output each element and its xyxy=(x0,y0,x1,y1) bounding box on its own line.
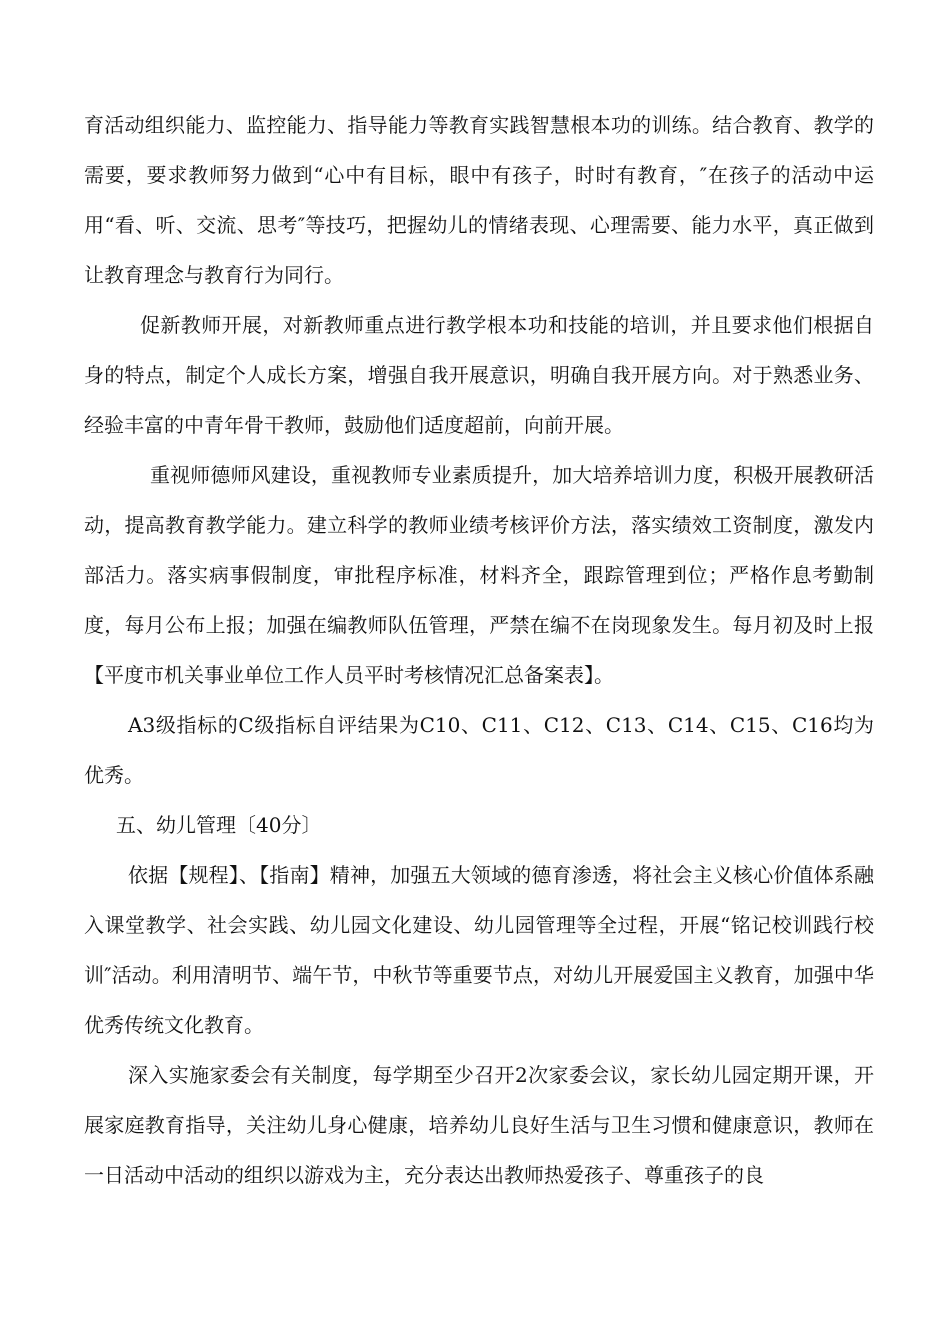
document-page xyxy=(84,100,874,1200)
paragraph-a3-evaluation: A3级指标的C级指标自评结果为C10、C11、C12、C13、C14、C15、C16均为优秀。 xyxy=(84,713,874,787)
section-heading-child-management: 五、幼儿管理〔40分〕 xyxy=(116,813,322,837)
paragraph-new-teacher-development: 促新教师开展，对新教师重点进行教学根本功和技能的培训，并且要求他们根据自身的特点，制定个人成长方案，增强自我开展意识，明确自我开展方向。对于熟悉业务、经验丰富的中青年骨干教师，鼓励他们适度超前，向前开展。 xyxy=(84,313,874,437)
paragraph-moral-education: 依据【规程】、【指南】精神，加强五大领域的德育渗透，将社会主义核心价值体系融入课堂教学、社会实践、幼儿园文化建设、幼儿园管理等全过程，开展“铭记校训践行校训″活动。利用清明节、端午节，中秋节等重要节点，对幼儿开展爱国主义教育，加强中华优秀传统文化教育。 xyxy=(84,863,874,1037)
paragraph-teacher-training: 育活动组织能力、监控能力、指导能力等教育实践智慧根本功的训练。结合教育、教学的需要，要求教师努力做到“心中有目标，眼中有孩子，时时有教育，″在孩子的活动中运用“看、听、交流、思考″等技巧，把握幼儿的情绪表现、心理需要、能力水平，真正做到让教育理念与教育行为同行。 xyxy=(84,113,874,287)
paragraph-parent-committee: 深入实施家委会有关制度，每学期至少召开2次家委会议，家长幼儿园定期开课，开展家庭教育指导，关注幼儿身心健康，培养幼儿良好生活与卫生习惯和健康意识，教师在一日活动中活动的组织以游戏为主，充分表达出教师热爱孩子、尊重孩子的良 xyxy=(84,1063,874,1187)
paragraph-teacher-ethics: 重视师德师风建设，重视教师专业素质提升，加大培养培训力度，积极开展教研活动，提高教育教学能力。建立科学的教师业绩考核评价方法，落实绩效工资制度，激发内部活力。落实病事假制度，审批程序标准，材料齐全，跟踪管理到位；严格作息考勤制度，每月公布上报；加强在编教师队伍管理，严禁在编不在岗现象发生。每月初及时上报【平度市机关事业单位工作人员平时考核情况汇总备案表】。 xyxy=(84,463,874,687)
